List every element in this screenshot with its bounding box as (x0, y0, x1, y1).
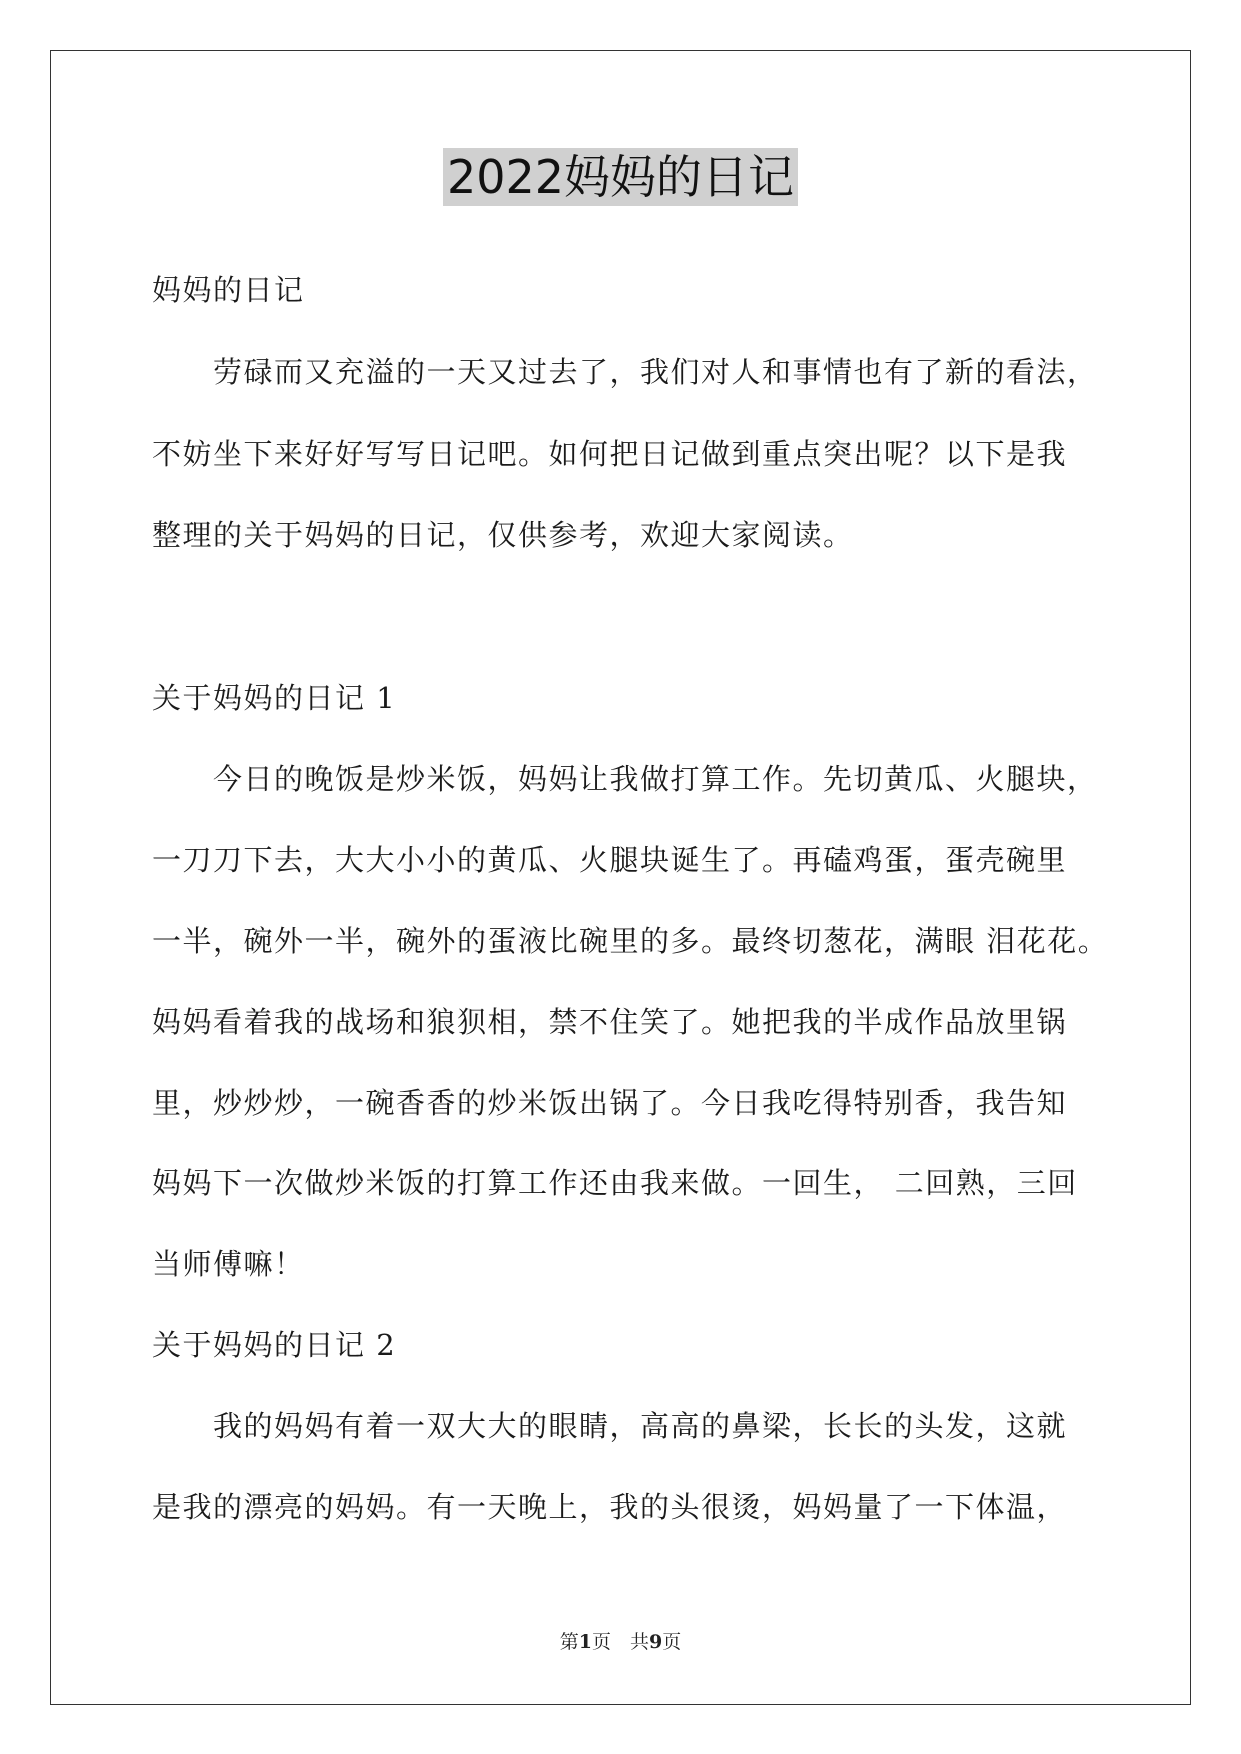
page-prefix: 第 (559, 1631, 579, 1653)
body-line: 整理的关于妈妈的日记，仅供参考，欢迎大家阅读。 (152, 518, 854, 552)
body-line: 今日的晚饭是炒米饭，妈妈让我做打算工作。先切黄瓜、火腿块， (152, 762, 1098, 796)
body-line: 劳碌而又充溢的一天又过去了，我们对人和事情也有了新的看法， (152, 355, 1098, 389)
body-line: 是我的漂亮的妈妈。有一天晚上，我的头很烫，妈妈量了一下体温， (152, 1490, 1068, 1524)
body-line: 当师傅嘛！ (152, 1247, 305, 1281)
page-mid: 页 共 (591, 1631, 649, 1653)
section-heading: 关于妈妈的日记 1 (152, 681, 397, 715)
body-line: 不妨坐下来好好写写日记吧。如何把日记做到重点突出呢？以下是我 (152, 437, 1068, 471)
document-title: 2022妈妈的日记 (443, 148, 798, 206)
body-line: 一刀刀下去，大大小小的黄瓜、火腿块诞生了。再磕鸡蛋，蛋壳碗里 (152, 843, 1068, 877)
title-container (0, 148, 1241, 206)
subtitle-line: 妈妈的日记 (152, 273, 305, 307)
body-line: 妈妈下一次做炒米饭的打算工作还由我来做。一回生， 二回熟，三回 (152, 1166, 1078, 1200)
page-suffix: 页 (662, 1631, 682, 1653)
section-heading: 关于妈妈的日记 2 (152, 1328, 397, 1362)
page-footer (0, 1630, 1241, 1654)
body-line: 一半，碗外一半，碗外的蛋液比碗里的多。最终切葱花，满眼 泪花花。 (152, 924, 1109, 958)
total-page-count: 9 (649, 1631, 663, 1653)
body-line: 我的妈妈有着一双大大的眼睛，高高的鼻梁，长长的头发，这就 (152, 1409, 1068, 1443)
body-line: 里，炒炒炒，一碗香香的炒米饭出锅了。今日我吃得特别香，我告知 (152, 1086, 1068, 1120)
body-line: 妈妈看着我的战场和狼狈相，禁不住笑了。她把我的半成作品放里锅 (152, 1005, 1068, 1039)
current-page-number: 1 (578, 1631, 592, 1653)
